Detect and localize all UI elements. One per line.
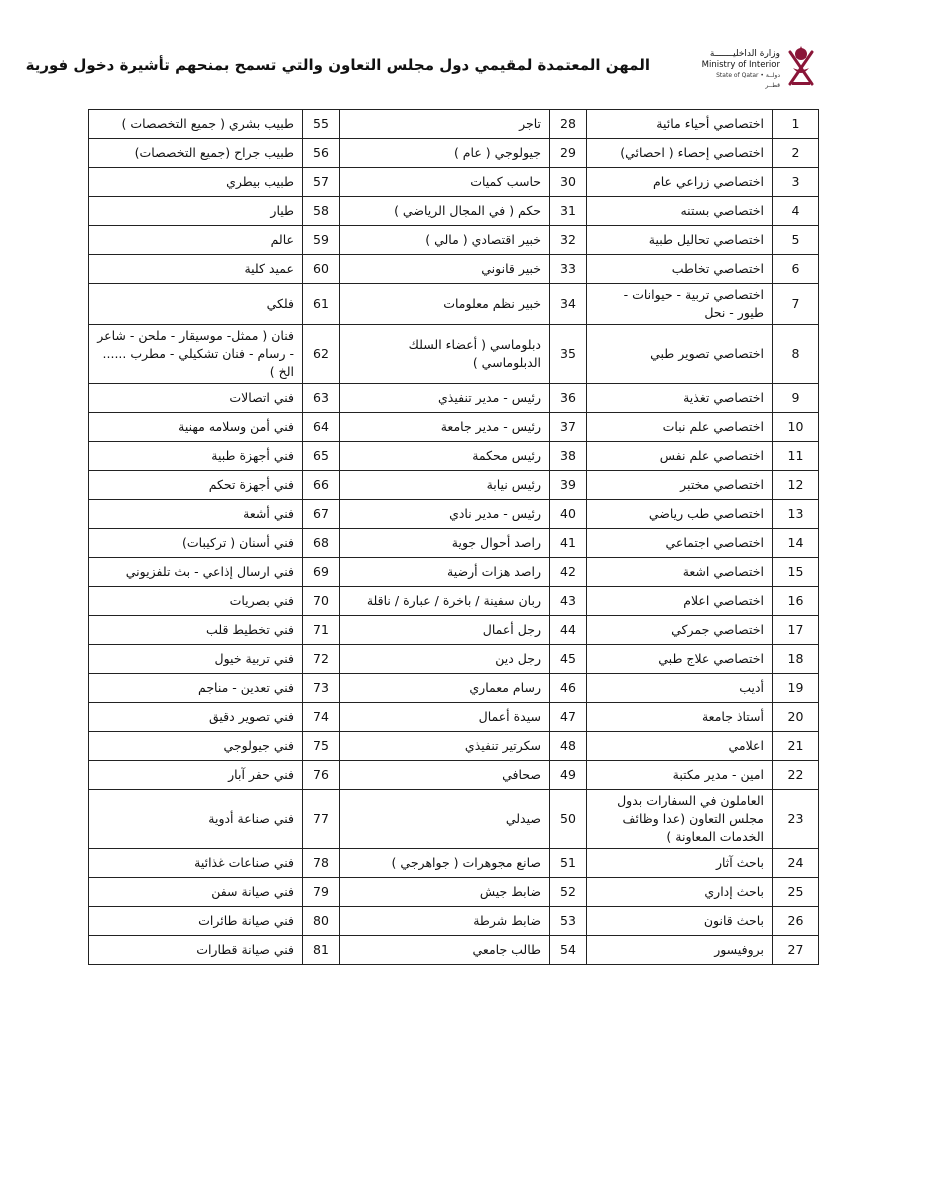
profession-name: طبيب بيطري <box>89 168 303 197</box>
profession-name: رجل دين <box>340 645 550 674</box>
table-row <box>89 645 819 674</box>
profession-name: اختصاصي تصوير طبي <box>587 325 773 384</box>
profession-name: رئيس - مدير نادي <box>340 500 550 529</box>
table-row <box>89 790 819 849</box>
profession-name: فني صيانة طائرات <box>89 907 303 936</box>
profession-name: رسام معماري <box>340 674 550 703</box>
profession-number: 49 <box>550 761 587 790</box>
profession-name: جيولوجي ( عام ) <box>340 139 550 168</box>
ministry-logo <box>700 44 820 92</box>
profession-name: فني أسنان ( تركيبات) <box>89 529 303 558</box>
profession-name: اختصاصي اعلام <box>587 587 773 616</box>
profession-name: فني صناعة أدوية <box>89 790 303 849</box>
profession-name: باحث إداري <box>587 878 773 907</box>
table-row <box>89 284 819 325</box>
profession-name: طيار <box>89 197 303 226</box>
profession-number: 75 <box>303 732 340 761</box>
profession-number: 1 <box>773 110 819 139</box>
profession-number: 24 <box>773 849 819 878</box>
profession-name: رجل أعمال <box>340 616 550 645</box>
profession-name: فني تصوير دقيق <box>89 703 303 732</box>
table-row <box>89 442 819 471</box>
profession-name: فني جيولوجي <box>89 732 303 761</box>
table-row <box>89 616 819 645</box>
profession-number: 13 <box>773 500 819 529</box>
profession-name: اختصاصي تربية - حيوانات - طيور - نحل <box>587 284 773 325</box>
profession-name: أستاذ جامعة <box>587 703 773 732</box>
profession-name: دبلوماسي ( أعضاء السلك الدبلوماسي ) <box>340 325 550 384</box>
profession-name: اختصاصي طب رياضي <box>587 500 773 529</box>
profession-name: سيدة أعمال <box>340 703 550 732</box>
profession-name: فني تعدين - مناجم <box>89 674 303 703</box>
profession-name: ربان سفينة / باخرة / عبارة / ناقلة <box>340 587 550 616</box>
profession-name: اختصاصي بستنه <box>587 197 773 226</box>
table-row <box>89 587 819 616</box>
profession-number: 51 <box>550 849 587 878</box>
profession-name: فني أمن وسلامه مهنية <box>89 413 303 442</box>
profession-number: 12 <box>773 471 819 500</box>
profession-number: 60 <box>303 255 340 284</box>
profession-name: اختصاصي علم نبات <box>587 413 773 442</box>
profession-number: 73 <box>303 674 340 703</box>
profession-name: طبيب بشري ( جميع التخصصات ) <box>89 110 303 139</box>
profession-name: خبير اقتصادي ( مالي ) <box>340 226 550 255</box>
profession-name: اختصاصي اجتماعي <box>587 529 773 558</box>
profession-number: 61 <box>303 284 340 325</box>
profession-number: 64 <box>303 413 340 442</box>
profession-number: 9 <box>773 384 819 413</box>
profession-name: رئيس نيابة <box>340 471 550 500</box>
profession-name: تاجر <box>340 110 550 139</box>
profession-name: فني اتصالات <box>89 384 303 413</box>
profession-name: فلكي <box>89 284 303 325</box>
profession-number: 28 <box>550 110 587 139</box>
profession-number: 38 <box>550 442 587 471</box>
logo-english-name: Ministry of Interior <box>701 60 780 70</box>
profession-name: اختصاصي جمركي <box>587 616 773 645</box>
profession-number: 56 <box>303 139 340 168</box>
profession-number: 39 <box>550 471 587 500</box>
profession-number: 35 <box>550 325 587 384</box>
profession-number: 55 <box>303 110 340 139</box>
profession-number: 59 <box>303 226 340 255</box>
profession-name: العاملون في السفارات بدول مجلس التعاون (عدا وظائف الخدمات المعاونة ) <box>587 790 773 849</box>
profession-name: أديب <box>587 674 773 703</box>
profession-name: باحث قانون <box>587 907 773 936</box>
profession-name: فني صناعات غذائية <box>89 849 303 878</box>
profession-number: 20 <box>773 703 819 732</box>
table-row <box>89 168 819 197</box>
table-row <box>89 674 819 703</box>
profession-name: اختصاصي اشعة <box>587 558 773 587</box>
profession-name: فنان ( ممثل- موسيقار - ملحن - شاعر - رسام - فنان تشكيلي - مطرب ...... الخ ) <box>89 325 303 384</box>
table-row <box>89 732 819 761</box>
profession-number: 74 <box>303 703 340 732</box>
profession-number: 43 <box>550 587 587 616</box>
profession-name: اختصاصي تحاليل طبية <box>587 226 773 255</box>
table-row <box>89 849 819 878</box>
profession-number: 69 <box>303 558 340 587</box>
profession-number: 27 <box>773 936 819 965</box>
logo-arabic-name: وزارة الداخليـــــــة <box>709 49 780 59</box>
profession-number: 53 <box>550 907 587 936</box>
page-title: المهن المعتمدة لمقيمي دول مجلس التعاون والتي تسمح بمنحهم تأشيرة دخول فورية <box>25 56 650 74</box>
profession-number: 4 <box>773 197 819 226</box>
profession-number: 19 <box>773 674 819 703</box>
page-header <box>0 0 927 110</box>
profession-name: طبيب جراح (جميع التخصصات) <box>89 139 303 168</box>
profession-name: باحث آثار <box>587 849 773 878</box>
profession-name: اختصاصي علم نفس <box>587 442 773 471</box>
profession-number: 23 <box>773 790 819 849</box>
profession-number: 76 <box>303 761 340 790</box>
profession-name: اختصاصي مختبر <box>587 471 773 500</box>
profession-number: 41 <box>550 529 587 558</box>
table-row <box>89 110 819 139</box>
table-row <box>89 384 819 413</box>
profession-name: فني حفر آبار <box>89 761 303 790</box>
profession-name: حكم ( في المجال الرياضي ) <box>340 197 550 226</box>
profession-name: اختصاصي علاج طبي <box>587 645 773 674</box>
profession-number: 37 <box>550 413 587 442</box>
table-row <box>89 761 819 790</box>
profession-name: صيدلي <box>340 790 550 849</box>
profession-number: 71 <box>303 616 340 645</box>
profession-number: 78 <box>303 849 340 878</box>
profession-number: 65 <box>303 442 340 471</box>
table-row <box>89 255 819 284</box>
profession-name: فني أجهزة تحكم <box>89 471 303 500</box>
profession-name: عالم <box>89 226 303 255</box>
profession-name: فني تربية خيول <box>89 645 303 674</box>
profession-number: 21 <box>773 732 819 761</box>
logo-state-name: State of Qatar • دولــة قطــر <box>716 72 780 89</box>
table-row <box>89 413 819 442</box>
profession-number: 30 <box>550 168 587 197</box>
profession-number: 8 <box>773 325 819 384</box>
profession-name: حاسب كميات <box>340 168 550 197</box>
profession-number: 29 <box>550 139 587 168</box>
profession-name: عميد كلية <box>89 255 303 284</box>
profession-number: 14 <box>773 529 819 558</box>
profession-name: فني أشعة <box>89 500 303 529</box>
profession-name: اختصاصي زراعي عام <box>587 168 773 197</box>
profession-name: رئيس - مدير جامعة <box>340 413 550 442</box>
table-row <box>89 226 819 255</box>
profession-number: 16 <box>773 587 819 616</box>
profession-number: 67 <box>303 500 340 529</box>
profession-name: طالب جامعي <box>340 936 550 965</box>
profession-name: بروفيسور <box>587 936 773 965</box>
profession-number: 66 <box>303 471 340 500</box>
profession-number: 7 <box>773 284 819 325</box>
profession-name: فني ارسال إذاعي - بث تلفزيوني <box>89 558 303 587</box>
profession-name: رئيس محكمة <box>340 442 550 471</box>
profession-name: فني بصريات <box>89 587 303 616</box>
table-row <box>89 197 819 226</box>
profession-number: 40 <box>550 500 587 529</box>
profession-number: 58 <box>303 197 340 226</box>
profession-number: 63 <box>303 384 340 413</box>
profession-number: 22 <box>773 761 819 790</box>
profession-number: 81 <box>303 936 340 965</box>
profession-number: 18 <box>773 645 819 674</box>
profession-number: 72 <box>303 645 340 674</box>
professions-table <box>88 109 819 965</box>
professions-table-body <box>89 110 819 965</box>
profession-number: 2 <box>773 139 819 168</box>
profession-number: 80 <box>303 907 340 936</box>
profession-name: فني أجهزة طبية <box>89 442 303 471</box>
profession-number: 10 <box>773 413 819 442</box>
profession-name: فني صيانة سفن <box>89 878 303 907</box>
profession-name: فني تخطيط قلب <box>89 616 303 645</box>
table-row <box>89 907 819 936</box>
profession-name: ضابط جيش <box>340 878 550 907</box>
profession-name: اختصاصي إحصاء ( احصائي) <box>587 139 773 168</box>
profession-number: 5 <box>773 226 819 255</box>
table-row <box>89 558 819 587</box>
profession-name: صحافي <box>340 761 550 790</box>
profession-name: اعلامي <box>587 732 773 761</box>
profession-number: 68 <box>303 529 340 558</box>
profession-number: 26 <box>773 907 819 936</box>
profession-name: راصد أحوال جوية <box>340 529 550 558</box>
table-row <box>89 703 819 732</box>
profession-name: اختصاصي أحياء مائية <box>587 110 773 139</box>
profession-number: 48 <box>550 732 587 761</box>
profession-number: 25 <box>773 878 819 907</box>
profession-number: 31 <box>550 197 587 226</box>
profession-number: 3 <box>773 168 819 197</box>
profession-number: 11 <box>773 442 819 471</box>
profession-number: 34 <box>550 284 587 325</box>
profession-number: 46 <box>550 674 587 703</box>
profession-name: ضابط شرطة <box>340 907 550 936</box>
profession-name: صانع مجوهرات ( جواهرجي ) <box>340 849 550 878</box>
profession-number: 6 <box>773 255 819 284</box>
profession-name: رئيس - مدير تنفيذي <box>340 384 550 413</box>
profession-number: 52 <box>550 878 587 907</box>
profession-number: 70 <box>303 587 340 616</box>
profession-name: اختصاصي تخاطب <box>587 255 773 284</box>
profession-name: فني صيانة قطارات <box>89 936 303 965</box>
table-row <box>89 471 819 500</box>
table-row <box>89 139 819 168</box>
profession-name: سكرتير تنفيذي <box>340 732 550 761</box>
qatar-emblem-icon <box>784 44 818 90</box>
profession-number: 50 <box>550 790 587 849</box>
profession-name: راصد هزات أرضية <box>340 558 550 587</box>
table-row <box>89 500 819 529</box>
profession-number: 33 <box>550 255 587 284</box>
profession-number: 57 <box>303 168 340 197</box>
profession-number: 79 <box>303 878 340 907</box>
profession-number: 54 <box>550 936 587 965</box>
profession-name: خبير قانوني <box>340 255 550 284</box>
profession-number: 36 <box>550 384 587 413</box>
profession-number: 47 <box>550 703 587 732</box>
table-row <box>89 936 819 965</box>
profession-number: 77 <box>303 790 340 849</box>
table-row <box>89 325 819 384</box>
profession-number: 42 <box>550 558 587 587</box>
table-row <box>89 878 819 907</box>
profession-number: 15 <box>773 558 819 587</box>
profession-number: 45 <box>550 645 587 674</box>
table-row <box>89 529 819 558</box>
profession-name: امين - مدير مكتبة <box>587 761 773 790</box>
profession-number: 44 <box>550 616 587 645</box>
logo-text <box>700 48 780 91</box>
profession-name: اختصاصي تغذية <box>587 384 773 413</box>
profession-number: 17 <box>773 616 819 645</box>
profession-number: 62 <box>303 325 340 384</box>
profession-name: خبير نظم معلومات <box>340 284 550 325</box>
profession-number: 32 <box>550 226 587 255</box>
